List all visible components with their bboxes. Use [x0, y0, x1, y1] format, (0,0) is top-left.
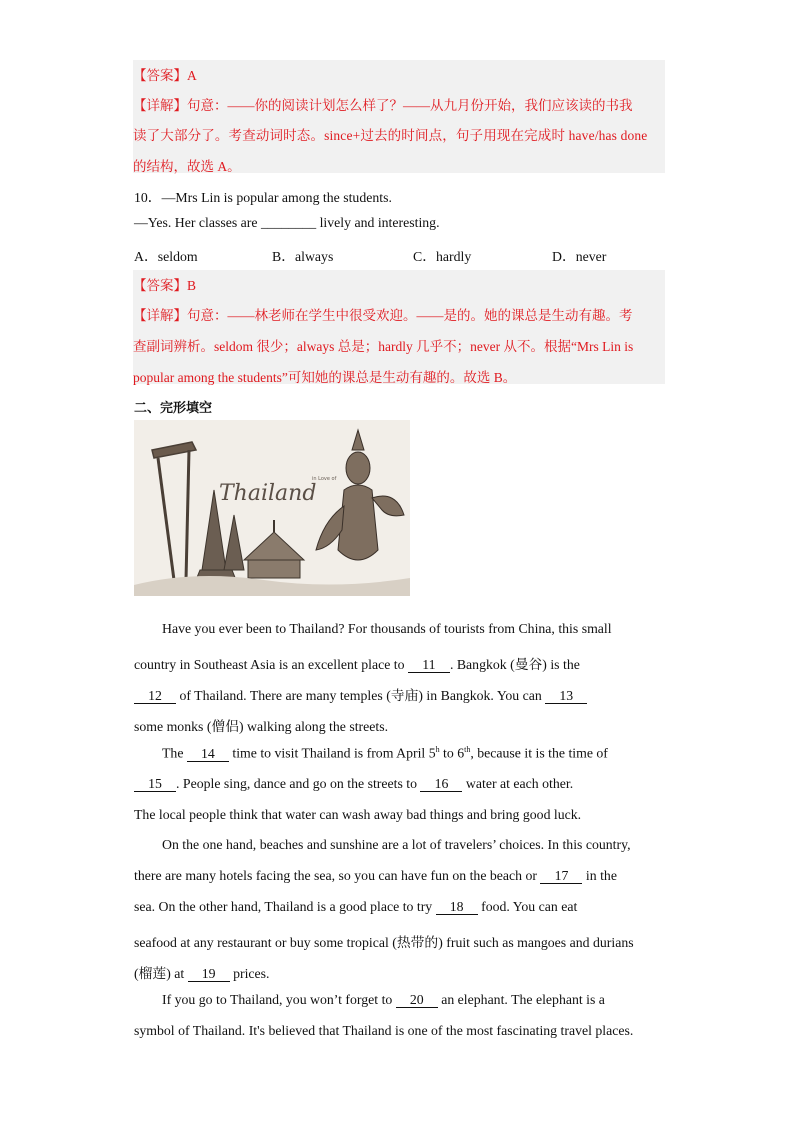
q10-option-b: B．always: [272, 249, 334, 264]
blank-13[interactable]: 13: [545, 689, 587, 704]
thailand-illustration: [134, 420, 410, 596]
blank-19[interactable]: 19: [188, 967, 230, 982]
q10-detail-line-1: 【详解】句意：——林老师在学生中很受欢迎。——是的。她的课总是生动有趣。考: [133, 308, 633, 323]
q10-answer-block: [133, 270, 665, 384]
blank-18[interactable]: 18: [436, 900, 478, 915]
thailand-sketch-image: [134, 420, 410, 596]
p1-line-2: country in Southeast Asia is an excellent place to 11 . Bangkok (曼谷) is the: [134, 657, 580, 672]
q9-detail-line-2: 读了大部分了。考查动词时态。since+过去的时间点，句子用现在完成时 have/has done: [133, 128, 648, 143]
q9-answer-label: 【答案】A: [133, 68, 197, 83]
p1-line-3: 12 of Thailand. There are many temples (寺庙) in Bangkok. You can 13: [134, 684, 666, 704]
p2-line-1: The 14 time to visit Thailand is from April 5$^h$ to 6th, because it is the time of: [162, 745, 608, 761]
q9-detail-line-3: 的结构，故选 A。: [133, 159, 241, 174]
p4-line-1: If you go to Thailand, you won’t forget to 20 an elephant. The elephant is a: [162, 992, 605, 1007]
p1-line-1: Have you ever been to Thailand? For thousands of tourists from China, this small: [162, 621, 612, 636]
q9-answer-block: [133, 60, 665, 173]
q9-detail-line-1: 【详解】句意：——你的阅读计划怎么样了？——从九月份开始，我们应该读的书我: [133, 98, 633, 113]
thailand-caption: Thailand: [219, 481, 317, 506]
q10-question-line-2: —Yes. Her classes are ________ lively and interesting.: [134, 215, 440, 230]
svg-text:in Love of: in Love of: [312, 476, 337, 482]
blank-20[interactable]: 20: [396, 993, 438, 1008]
p1-line-4: some monks (僧侣) walking along the streets.: [134, 719, 389, 734]
section-heading: 二、完形填空: [134, 401, 213, 416]
q10-option-a: A．seldom: [134, 249, 198, 264]
q10-question-line-1: 10．—Mrs Lin is popular among the students.: [134, 190, 392, 205]
q10-answer-label: 【答案】B: [133, 278, 197, 293]
p4-line-2: symbol of Thailand. It's believed that Thailand is one of the most fascinating travel places.: [134, 1023, 634, 1038]
p3-line-4: seafood at any restaurant or buy some tropical (热带的) fruit such as mangoes and durians: [134, 935, 634, 950]
q10-option-d: D．never: [552, 249, 607, 264]
p3-line-1: On the one hand, beaches and sunshine are a lot of travelers’ choices. In this country,: [162, 837, 631, 852]
blank-15[interactable]: 15: [134, 777, 176, 792]
q10-option-c: C．hardly: [413, 249, 472, 264]
p2-line-2: 15 . People sing, dance and go on the streets to 16 water at each other.: [134, 776, 666, 792]
p3-line-2: there are many hotels facing the sea, so you can have fun on the beach or 17 in the: [134, 868, 617, 883]
blank-12[interactable]: 12: [134, 689, 176, 704]
blank-11[interactable]: 11: [408, 658, 450, 673]
blank-14[interactable]: 14: [187, 747, 229, 762]
blank-17[interactable]: 17: [540, 869, 582, 884]
p3-line-5: (榴莲) at 19 prices.: [134, 966, 270, 981]
q10-detail-line-2: 查副词辨析。seldom 很少；always 总是；hardly 几乎不；never 从不。根据“Mrs Lin is: [133, 339, 634, 354]
p2-line-3: The local people think that water can wash away bad things and bring good luck.: [134, 807, 582, 822]
q10-detail-line-3: popular among the students”可知她的课总是生动有趣的。故选 B。: [133, 370, 517, 385]
blank-16[interactable]: 16: [420, 777, 462, 792]
p3-line-3: sea. On the other hand, Thailand is a good place to try 18 food. You can eat: [134, 899, 578, 914]
